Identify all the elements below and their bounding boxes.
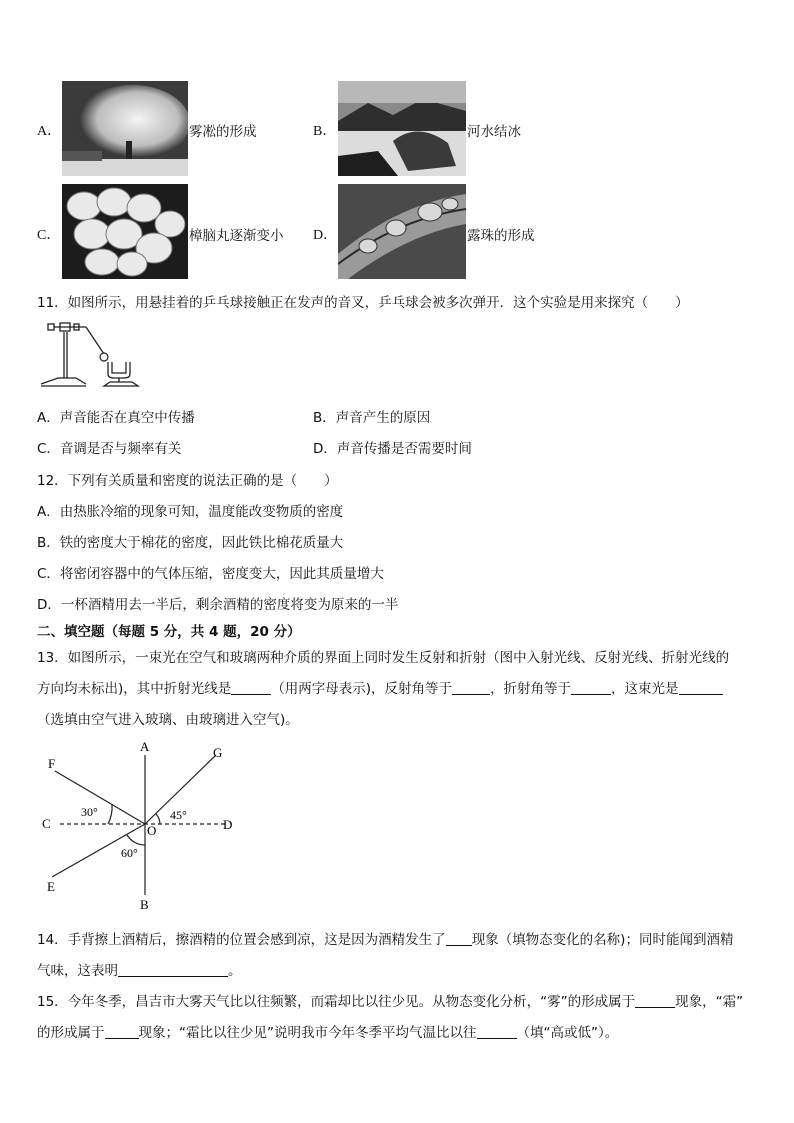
frozen-river-photo bbox=[338, 81, 466, 176]
q13-blank-reflection-angle[interactable] bbox=[452, 680, 490, 695]
arc-60 bbox=[127, 835, 145, 845]
angle-60: 60° bbox=[121, 846, 138, 860]
q12-option-c: C．将密闭容器中的气体压缩，密度变大，因此其质量增大 bbox=[37, 566, 384, 582]
label-g: G bbox=[213, 745, 223, 760]
option-letter-b: B． bbox=[313, 124, 337, 139]
q14-text-1b: 现象（填物态变化的名称)；同时能闻到酒精 bbox=[471, 932, 734, 948]
q14-text-1a: 14．手背擦上酒精后，擦酒精的位置会感到凉，这是因为酒精发生了 bbox=[37, 932, 446, 948]
question-13-line3: （选填由空气进入玻璃、由玻璃进入空气)。 bbox=[37, 712, 299, 728]
q13-text-2b: （用两字母表示)，反射角等于 bbox=[271, 681, 453, 697]
q15-text-1b: 现象，“霜” bbox=[675, 994, 744, 1010]
q13-text-2a: 方向均未标出)，其中折射光线是 bbox=[37, 681, 232, 697]
question-15-line2 bbox=[37, 1021, 618, 1041]
q15-blank-frost[interactable] bbox=[105, 1024, 139, 1039]
q11-option-d: D．声音传播是否需要时间 bbox=[313, 441, 472, 457]
label-c: C bbox=[42, 816, 51, 831]
angle-30: 30° bbox=[81, 805, 98, 819]
q11-option-b: B．声音产生的原因 bbox=[313, 410, 431, 426]
label-f: F bbox=[48, 756, 56, 771]
q14-text-2a: 气味，这表明 bbox=[37, 963, 118, 979]
section-2-title: 二、填空题（每题 5 分，共 4 题，20 分） bbox=[37, 624, 301, 640]
label-b: B bbox=[140, 897, 149, 912]
question-15-line1 bbox=[37, 990, 743, 1010]
q13-blank-refraction-angle[interactable] bbox=[571, 680, 611, 695]
q13-text-2c: ，折射角等于 bbox=[490, 681, 572, 697]
q15-text-2c: （填“高或低”）。 bbox=[516, 1025, 619, 1041]
arc-45 bbox=[156, 814, 160, 824]
label-d: D bbox=[223, 817, 233, 832]
question-13-line1: 13．如图所示，一束光在空气和玻璃两种介质的界面上同时发生反射和折射（图中入射光线、反射光线、折射光线的 bbox=[37, 650, 730, 666]
q14-blank-explanation[interactable] bbox=[118, 962, 228, 977]
q14-text-2b: 。 bbox=[228, 963, 242, 979]
question-11-stem: 11．如图所示，用悬挂着的乒乓球接触正在发声的音叉，乒乓球会被多次弹开．这个实验是用来探究（ ） bbox=[37, 295, 689, 311]
q12-option-a: A．由热胀冷缩的现象可知，温度能改变物质的密度 bbox=[37, 504, 344, 520]
option-letter-c: C． bbox=[37, 228, 61, 243]
q15-text-1a: 15．今年冬季，昌吉市大雾天气比以往频繁，而霜却比以往少见。从物态变化分析，“雾”的形成属于 bbox=[37, 994, 636, 1010]
option-caption-d: 露珠的形成 bbox=[467, 228, 535, 244]
label-e: E bbox=[47, 879, 55, 894]
q12-option-b: B．铁的密度大于棉花的密度，因此铁比棉花质量大 bbox=[37, 535, 344, 551]
light-refraction-diagram bbox=[30, 735, 250, 915]
q13-blank-direction[interactable] bbox=[679, 680, 723, 695]
question-14-line2 bbox=[37, 959, 242, 979]
option-caption-b: 河水结冰 bbox=[467, 124, 521, 140]
option-letter-a: A． bbox=[37, 124, 62, 139]
arc-30 bbox=[108, 804, 112, 824]
angle-45: 45° bbox=[170, 808, 187, 822]
label-a: A bbox=[140, 739, 150, 754]
q12-option-d: D．一杯酒精用去一半后，剩余酒精的密度将变为原来的一半 bbox=[37, 597, 399, 613]
question-14-line1 bbox=[37, 928, 733, 948]
rime-frost-tree-photo bbox=[62, 81, 188, 176]
option-caption-a: 雾凇的形成 bbox=[189, 124, 257, 140]
ray-of bbox=[55, 771, 145, 824]
q15-text-2a: 的形成属于 bbox=[37, 1025, 105, 1041]
q11-option-a: A．声音能否在真空中传播 bbox=[37, 410, 195, 426]
q14-blank-phase-change[interactable] bbox=[446, 931, 472, 946]
q15-blank-temperature[interactable] bbox=[477, 1024, 517, 1039]
question-13-line2 bbox=[37, 677, 723, 697]
mothballs-photo bbox=[62, 184, 188, 279]
q13-blank-refracted-ray[interactable] bbox=[231, 680, 271, 695]
dewdrops-photo bbox=[338, 184, 466, 279]
q13-text-2d: ，这束光是 bbox=[611, 681, 679, 697]
q11-option-c: C．音调是否与频率有关 bbox=[37, 441, 182, 457]
option-letter-d: D． bbox=[313, 228, 338, 243]
q15-text-2b: 现象；“霜比以往少见”说明我市今年冬季平均气温比以往 bbox=[138, 1025, 477, 1041]
option-caption-c: 樟脑丸逐渐变小 bbox=[189, 228, 284, 244]
question-12-stem: 12．下列有关质量和密度的说法正确的是（ ） bbox=[37, 473, 338, 489]
q15-blank-fog[interactable] bbox=[635, 993, 675, 1008]
ping-pong-tuning-fork-diagram bbox=[36, 316, 146, 390]
label-o: O bbox=[147, 823, 157, 838]
